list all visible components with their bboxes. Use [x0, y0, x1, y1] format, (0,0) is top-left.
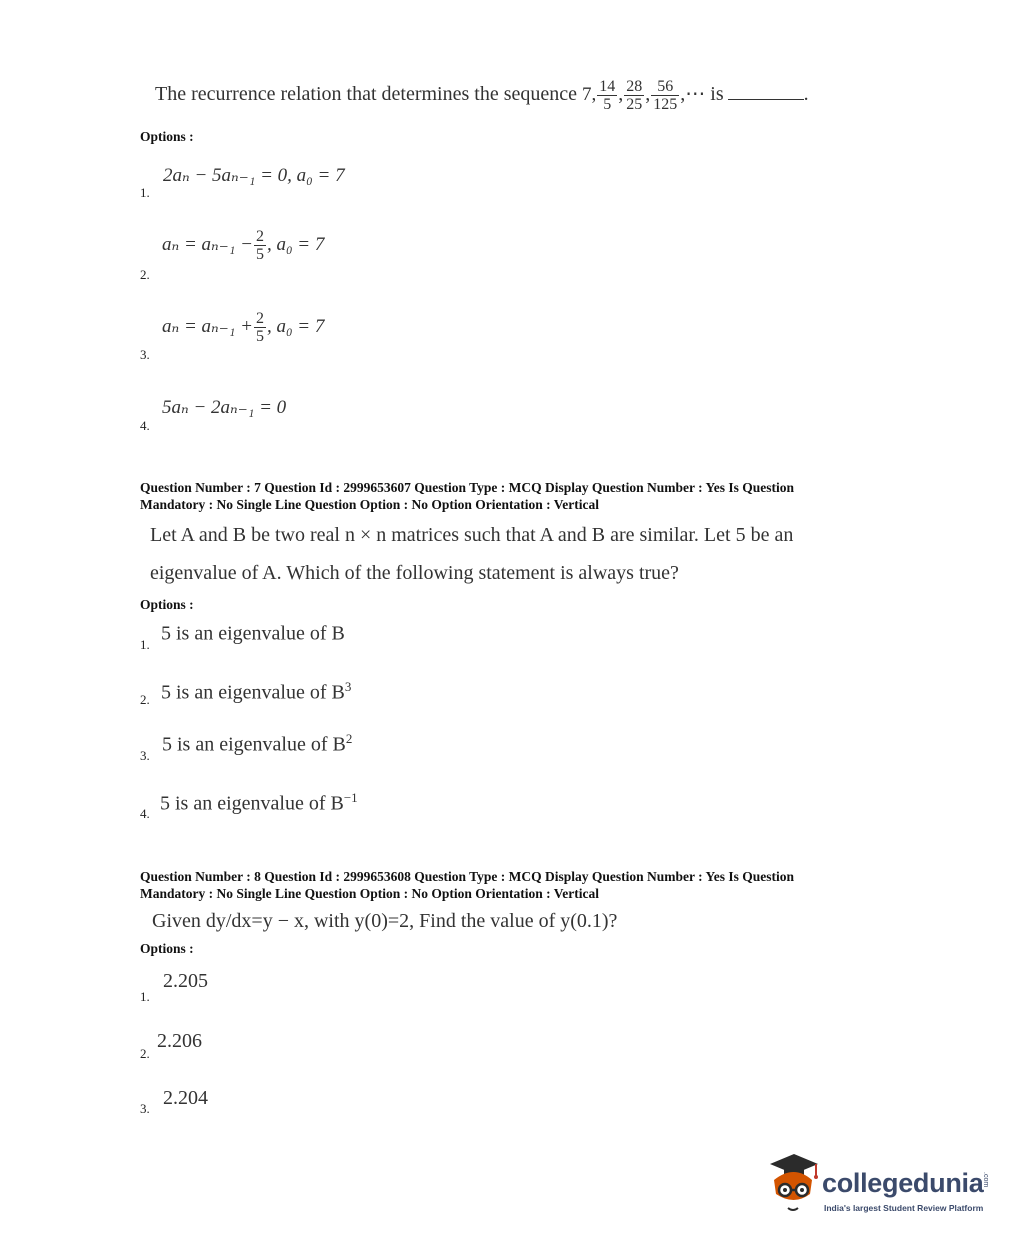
- q8-meta-line-2: Mandatory : No Single Line Question Option : No Option Orientation : Vertical: [140, 886, 600, 901]
- q7-stem-line-2: eigenvalue of A. Which of the following statement is always true?: [150, 562, 679, 584]
- q6-answer-blank: [728, 99, 804, 100]
- q6-option-3-number: 3.: [140, 347, 150, 362]
- q6-option-4-number: 4.: [140, 418, 150, 433]
- q7-meta-line-1: Question Number : 7 Question Id : 2999653607 Question Type : MCQ Display Question Number : Yes Is Question: [140, 480, 795, 495]
- q6-stem-text: The recurrence relation that determines the sequence: [155, 83, 578, 106]
- logo-tagline: India's largest Student Review Platform: [824, 1203, 984, 1213]
- q7-option-1-text: 5 is an eigenvalue of B: [161, 622, 345, 645]
- q8-stem: Given dy/dx=y − x, with y(0)=2, Find the value of y(0.1)?: [152, 910, 618, 932]
- q6-seq-first: 7,: [582, 84, 597, 106]
- q8-option-3-text: 2.204: [163, 1087, 208, 1109]
- q7-stem-line-1: Let A and B be two real n × n matrices such that A and B are similar. Let 5 be an: [150, 524, 794, 546]
- q8-option-1-text: 2.205: [163, 970, 208, 992]
- q6-seq-ellipsis: ⋯ is: [685, 83, 724, 106]
- q7-option-1-number: 1.: [140, 637, 150, 652]
- q6-option-1-expr: 2aₙ − 5aₙ₋₁ = 0, a₀ = 7: [163, 165, 345, 186]
- q6-fraction-2: $\frac{28}{25}$: [626, 78, 643, 113]
- q6-fraction-3: $\frac{56}{125}$: [653, 78, 678, 113]
- q7-option-3-number: 3.: [140, 748, 150, 763]
- q8-option-2-number: 2.: [140, 1046, 150, 1061]
- q6-option-3-expr: aₙ = aₙ₋₁ + $\frac{2}{5}$ , a₀ = 7: [162, 310, 325, 345]
- q6-option-2-number: 2.: [140, 267, 150, 282]
- q7-meta-line-2: Mandatory : No Single Line Question Option : No Option Orientation : Vertical: [140, 497, 600, 512]
- q6-stem: The recurrence relation that determines the sequence 7, $\frac{14}{5}$ , $\frac{28}{25}$ , $\frac{56}{125}$ ,⋯ is .: [155, 78, 809, 113]
- q6-option-2-expr: aₙ = aₙ₋₁ − $\frac{2}{5}$ , a₀ = 7: [162, 228, 325, 263]
- q8-option-2-text: 2.206: [157, 1030, 202, 1052]
- q8-options-label: Options :: [140, 941, 194, 956]
- q7-option-2-text: 5 is an eigenvalue of $B^3$: [161, 679, 352, 704]
- logo-wordmark: collegedunia: [822, 1168, 984, 1198]
- q7-options-label: Options :: [140, 597, 194, 612]
- q8-meta-line-1: Question Number : 8 Question Id : 2999653608 Question Type : MCQ Display Question Number : Yes Is Question: [140, 869, 795, 884]
- q7-option-2-number: 2.: [140, 692, 150, 707]
- logo-domain: .com: [982, 1172, 989, 1188]
- mascot-icon: [764, 1150, 822, 1222]
- q6-fraction-1: $\frac{14}{5}$: [599, 78, 616, 113]
- q7-option-4-number: 4.: [140, 806, 150, 821]
- q8-option-1-number: 1.: [140, 989, 150, 1004]
- q6-options-label: Options :: [140, 129, 194, 144]
- q6-option-4-expr: 5aₙ − 2aₙ₋₁ = 0: [162, 397, 287, 418]
- q7-option-3-text: 5 is an eigenvalue of $B^2$: [162, 731, 353, 756]
- q6-option-1-number: 1.: [140, 185, 150, 200]
- collegedunia-logo: [764, 1150, 994, 1230]
- q8-option-3-number: 3.: [140, 1101, 150, 1116]
- q7-option-4-text: 5 is an eigenvalue of $B^{-1}$: [160, 790, 358, 815]
